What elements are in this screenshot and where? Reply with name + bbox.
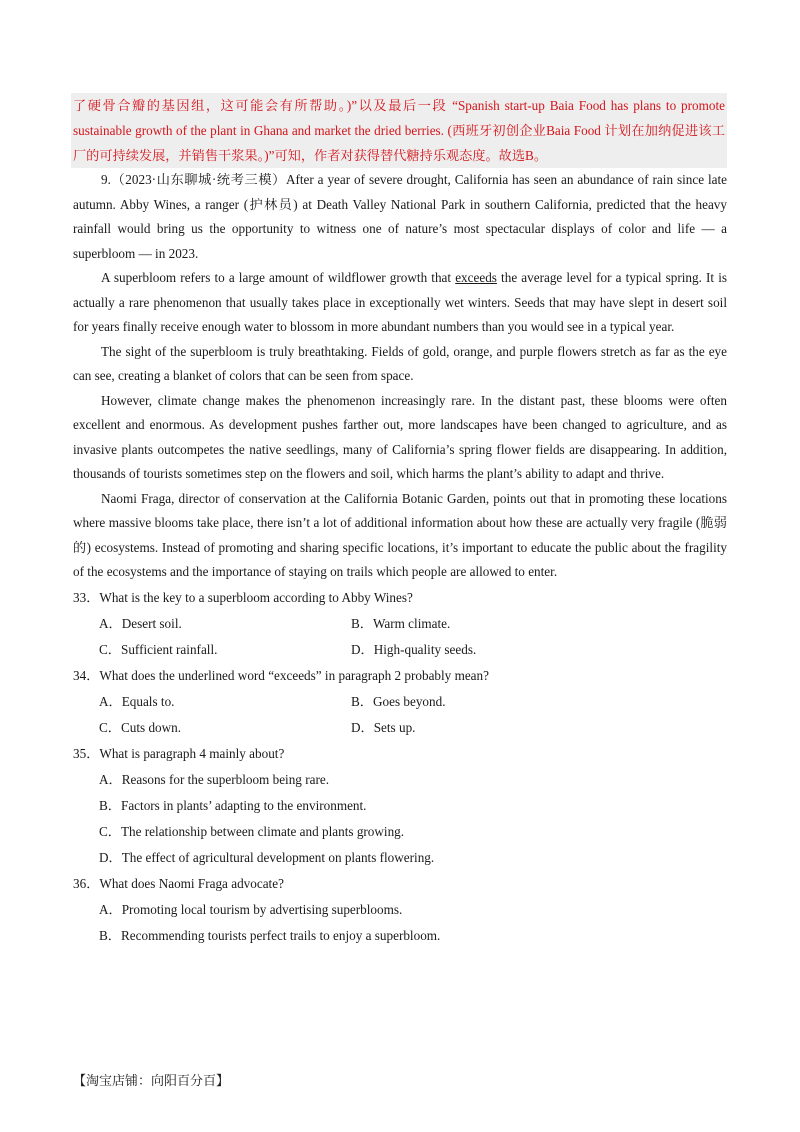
paragraph-2-before: A superbloom refers to a large amount of wildflower growth that [101, 270, 456, 285]
page-footer: 【淘宝店铺：向阳百分百】 [73, 1074, 230, 1089]
paragraph-1-text: After a year of severe drought, California has seen an abundance of rain since late autumn. Abby Wines, a ranger (护林员) at Death Valley National Park in southern California, predicted that the heavy rainfall would bring us the opportunity to witness one of nature’s most spectacular displays of color and life — a superbloom — in 2023. [73, 172, 727, 261]
option-34-a[interactable]: A．Equals to. [99, 693, 175, 709]
question-source: 9.（2023·山东聊城·统考三模） [101, 172, 286, 187]
option-35-c[interactable]: C．The relationship between climate and plants growing. [99, 823, 405, 839]
question-36-options [73, 897, 727, 949]
passage-paragraph-4: However, climate change makes the phenomenon increasingly rare. In the distant past, these blooms were often excellent and enormous. As development pushes farther out, more landscapes have been changed to agriculture, and as invasive plants outcompetes the native seedlings, many of California’s spring flower fields are disappearing. In addition, thousands of tourists sometimes step on the flowers and soil, which harms the plant’s ability to adapt and thrive. [73, 392, 727, 481]
question-33-stem: 33．What is the key to a superbloom according to Abby Wines? [73, 589, 413, 605]
option-35-d[interactable]: D．The effect of agricultural development on plants flowering. [99, 849, 435, 865]
passage-paragraph-5: Naomi Fraga, director of conservation at the California Botanic Garden, points out that in promoting these locations where massive blooms take place, there isn’t a lot of additional information about how these are actually very fragile (脆弱的) ecosystems. Instead of promoting and sharing specific locations, it’s important to educate the public about the fragility of the ecosystems and the importance of staying on trails which people are allowed to enter. [73, 490, 727, 579]
option-34-d[interactable]: D．Sets up. [351, 719, 416, 735]
option-36-a[interactable]: A．Promoting local tourism by advertising superblooms. [99, 901, 403, 917]
option-35-a[interactable]: A．Reasons for the superbloom being rare. [99, 771, 329, 787]
answer-explanation: 了硬骨合瓣的基因组，这可能会有所帮助。)”以及最后一段 “Spanish start-up Baia Food has plans to promote sustainable growth of the plant in Ghana and market the dried berries. (西班牙初创企业Baia Food 计划在加纳促进该工厂的可持续发展，并销售干浆果。)”可知，作者对获得替代糖持乐观态度。故选B。 [71, 93, 727, 168]
paragraph-2-after: the average level for a typical spring. It is actually a rare phenomenon that usually takes place in exceptionally wet winters. Seeds that may have slept in desert soil for years finally receive enough water to blossom in more abundant numbers than you would see in a typical year. [73, 270, 728, 334]
question-33-options [73, 611, 727, 663]
underlined-word: exceeds [455, 270, 497, 285]
option-33-a[interactable]: A．Desert soil. [99, 615, 182, 631]
question-34-stem: 34．What does the underlined word “exceeds” in paragraph 2 probably mean? [73, 667, 489, 683]
question-35-options [73, 767, 727, 871]
option-34-c[interactable]: C．Cuts down. [99, 719, 182, 735]
question-36-stem: 36．What does Naomi Fraga advocate? [73, 875, 284, 891]
question-34-options [73, 689, 727, 741]
option-33-b[interactable]: B．Warm climate. [351, 615, 451, 631]
option-35-b[interactable]: B．Factors in plants’ adapting to the environment. [99, 797, 367, 813]
passage-paragraph-1 [73, 168, 727, 266]
passage-paragraph-2 [73, 266, 727, 340]
question-35-stem: 35．What is paragraph 4 mainly about? [73, 745, 285, 761]
option-33-d[interactable]: D．High-quality seeds. [351, 641, 477, 657]
option-36-b[interactable]: B．Recommending tourists perfect trails to enjoy a superbloom. [99, 927, 441, 943]
passage-paragraph-3: The sight of the superbloom is truly breathtaking. Fields of gold, orange, and purple flowers stretch as far as the eye can see, creating a blanket of colors that can be seen from space. [73, 343, 727, 383]
page-content [73, 93, 727, 949]
option-33-c[interactable]: C．Sufficient rainfall. [99, 641, 218, 657]
option-34-b[interactable]: B．Goes beyond. [351, 693, 446, 709]
